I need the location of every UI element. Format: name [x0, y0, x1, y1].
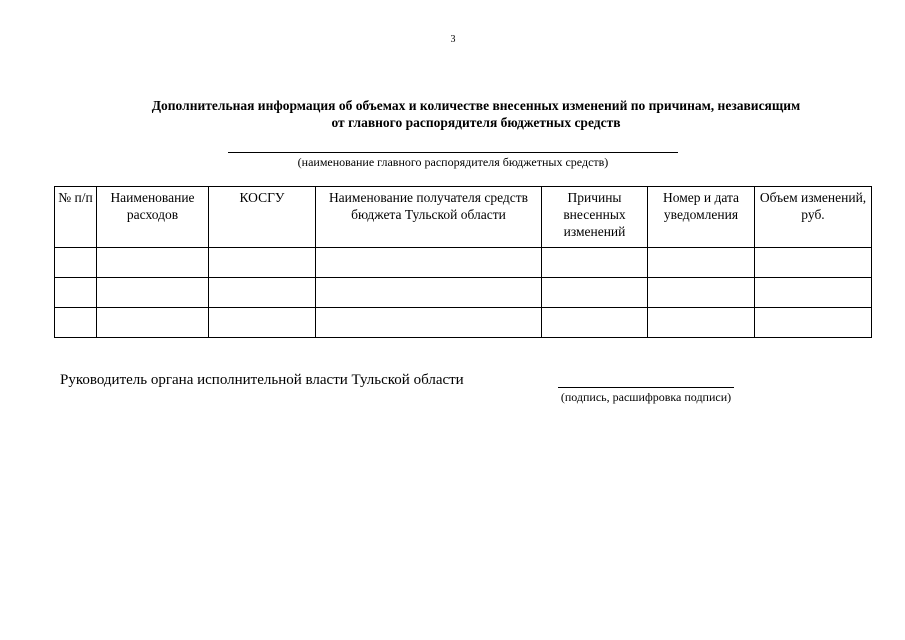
header-change-amount: Объем изменений, руб.	[755, 187, 872, 248]
table-cell	[648, 248, 755, 278]
table-cell	[316, 248, 542, 278]
table-cell	[55, 278, 97, 308]
signer-label: Руководитель органа исполнительной власти Тульской области	[60, 372, 464, 388]
table-cell	[542, 308, 648, 338]
table-cell	[542, 248, 648, 278]
table-row	[55, 248, 872, 278]
table-cell	[316, 278, 542, 308]
header-notice-number-date: Номер и дата уведомления	[648, 187, 755, 248]
table-cell	[648, 278, 755, 308]
table-cell	[97, 308, 209, 338]
table-cell	[209, 278, 316, 308]
title-line-2: от главного распорядителя бюджетных средств	[331, 115, 621, 130]
header-kosgu: КОСГУ	[209, 187, 316, 248]
table-cell	[755, 248, 872, 278]
table-cell	[316, 308, 542, 338]
signature-caption: (подпись, расшифровка подписи)	[560, 390, 732, 404]
title-line-1: Дополнительная информация об объемах и количестве внесенных изменений по причинам, независящим	[151, 98, 801, 113]
table-cell	[55, 308, 97, 338]
table-cell	[97, 278, 209, 308]
header-recipient-name: Наименование получателя средств бюджета Тульской области	[316, 187, 542, 248]
signature-line	[558, 387, 734, 388]
table-cell	[755, 308, 872, 338]
header-number: № п/п	[55, 187, 97, 248]
table-row	[55, 278, 872, 308]
administrator-name-line	[228, 152, 678, 153]
table-row	[55, 308, 872, 338]
table-cell	[542, 278, 648, 308]
header-expense-name: Наименование расходов	[97, 187, 209, 248]
administrator-name-caption: (наименование главного распорядителя бюджетных средств)	[297, 155, 609, 169]
table-header-row	[55, 187, 872, 248]
header-change-reasons: Причины внесенных изменений	[542, 187, 648, 248]
document-title	[100, 97, 852, 131]
changes-table	[54, 186, 872, 338]
table-cell	[209, 248, 316, 278]
table-cell	[97, 248, 209, 278]
table-cell	[755, 278, 872, 308]
table-cell	[209, 308, 316, 338]
table-cell	[55, 248, 97, 278]
table-cell	[648, 308, 755, 338]
page-number: 3	[450, 34, 456, 45]
